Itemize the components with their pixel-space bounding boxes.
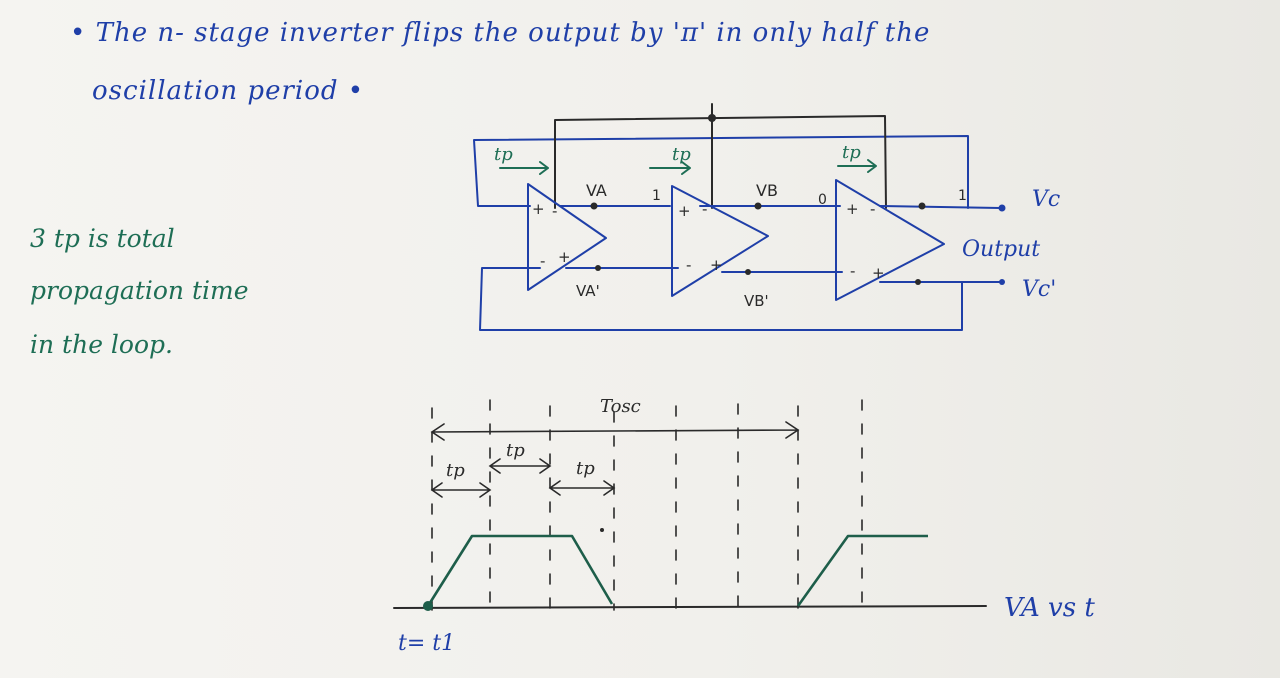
tp-label-stage-2: tp <box>672 144 691 165</box>
stage3-plus-bottom: + <box>872 264 885 282</box>
tp-arrow-3 <box>550 481 614 495</box>
tp-label-1: tp <box>446 460 465 481</box>
tp-label-stage-1: tp <box>494 144 513 165</box>
stage1-minus-bottom: - <box>540 252 546 270</box>
stage2-minus-bottom: - <box>686 256 692 274</box>
stage2-plus-bottom: + <box>710 256 723 274</box>
va-bit-label: 1 <box>652 188 661 204</box>
va-vs-t-label: VA vs t <box>1004 593 1095 623</box>
vb-prime-label: VB' <box>744 292 769 310</box>
stage2-plus: + <box>678 202 691 220</box>
side-note-line-2: propagation time <box>30 276 249 305</box>
stage3-minus-top: - <box>870 200 876 218</box>
tosc-arrow <box>432 422 798 440</box>
side-note-line-3: in the loop. <box>30 330 173 359</box>
vc-prime-label: Vc' <box>1022 277 1057 302</box>
start-dot <box>423 601 433 611</box>
vc-label: Vc <box>1032 187 1061 212</box>
stage1-plus: + <box>532 200 545 218</box>
vc-bit-label: 1 <box>958 188 967 204</box>
stage3-plus: + <box>846 200 859 218</box>
tp-label-3: tp <box>576 458 595 479</box>
va-prime-label: VA' <box>576 282 600 300</box>
tp-label-stage-3: tp <box>842 142 861 163</box>
stage3-minus-bottom: - <box>850 262 856 280</box>
stray-dot <box>600 528 604 532</box>
vb-bit-label: 0 <box>818 192 827 208</box>
stage1-minus-top: - <box>552 202 558 220</box>
note-line-1: • The n- stage inverter flips the output by 'π' in only half the <box>70 18 931 48</box>
tp-arrow-1 <box>432 483 490 497</box>
vb-label: VB <box>756 181 778 200</box>
output-label: Output <box>962 237 1041 262</box>
side-note-line-1: 3 tp is total <box>30 224 175 253</box>
note-line-2: oscillation period • <box>92 76 365 106</box>
time-axis <box>394 606 986 608</box>
va-waveform-pulse-1 <box>428 536 612 606</box>
va-label: VA <box>586 181 607 200</box>
t-start-label: t= t1 <box>398 631 456 656</box>
stage2-minus-top: - <box>702 200 708 218</box>
tp-label-2: tp <box>506 440 525 461</box>
va-waveform-pulse-2 <box>798 536 928 606</box>
tosc-label: Tosc <box>600 396 641 417</box>
stage1-plus-bottom: + <box>558 248 571 266</box>
tp-arrow-2 <box>490 459 550 473</box>
